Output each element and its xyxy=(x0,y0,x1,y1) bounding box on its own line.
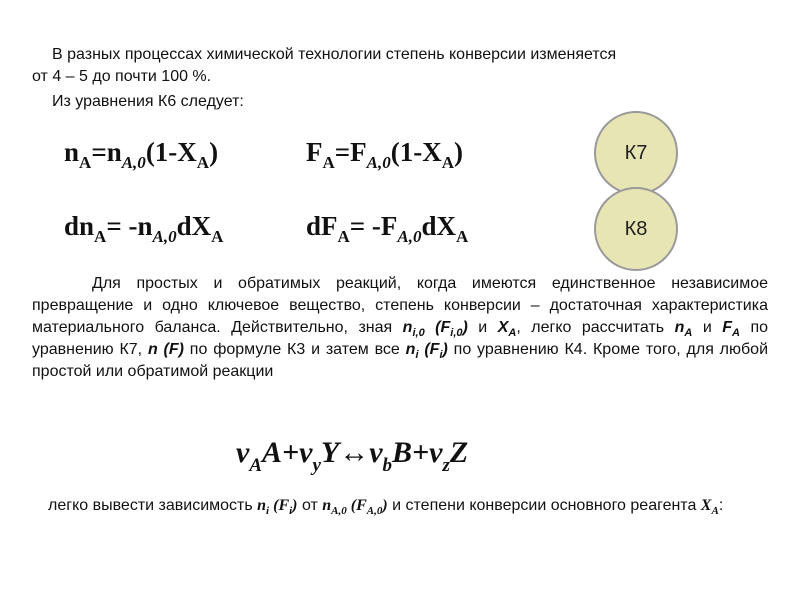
formula-n-a: $n_A=n_{A,0}(1-X_A)$ xyxy=(64,137,219,172)
formula-f-a: $F_A=F_{A,0}(1-X_A)$ xyxy=(306,137,464,172)
badge-k8 xyxy=(594,187,678,271)
formula-dn-a: $dn_A= -n_{A,0}dX_A$ xyxy=(64,211,224,246)
intro-line-2: от 4 – 5 до почти 100 %. xyxy=(32,68,212,85)
badge-k7-label: К7 xyxy=(624,141,648,164)
main-paragraph: Для простых и обратимых реакций, когда имеются единственное независимое превращение и одно ключевое вещество, степень конверсии – достаточная характеристика материального баланса. Действительно, зная $n_{i,0}$ $(F_{i,0})$ и $X_A$, легко рассчитать $n_A$ и $F_A$ по уравнению К7, n (F) по формуле К3 и затем все $n_i$ $(F_i)$ по уравнению К4. Кроме того, для любой простой или обратимой реакции xyxy=(32,275,769,380)
intro-line-3: Из уравнения К6 следует: xyxy=(52,93,244,110)
intro-line-1: В разных процессах химической технологии степень конверсии изменяется xyxy=(52,46,617,63)
badge-k8-label: К8 xyxy=(624,217,648,240)
badge-k7 xyxy=(594,111,678,195)
tail-paragraph: легко вывести зависимость $n_i$ $(F_i)$ от $n_{A,0}$ $(F_{A,0})$ и степени конверсии основного реагента $X_A$: xyxy=(48,497,724,517)
reaction-equation: $\nu_AA+\nu_yY\leftrightarrow\nu_bB+\nu_zZ$ xyxy=(236,436,469,476)
formula-df-a: $dF_A= -F_{A,0}dX_A$ xyxy=(306,211,469,246)
